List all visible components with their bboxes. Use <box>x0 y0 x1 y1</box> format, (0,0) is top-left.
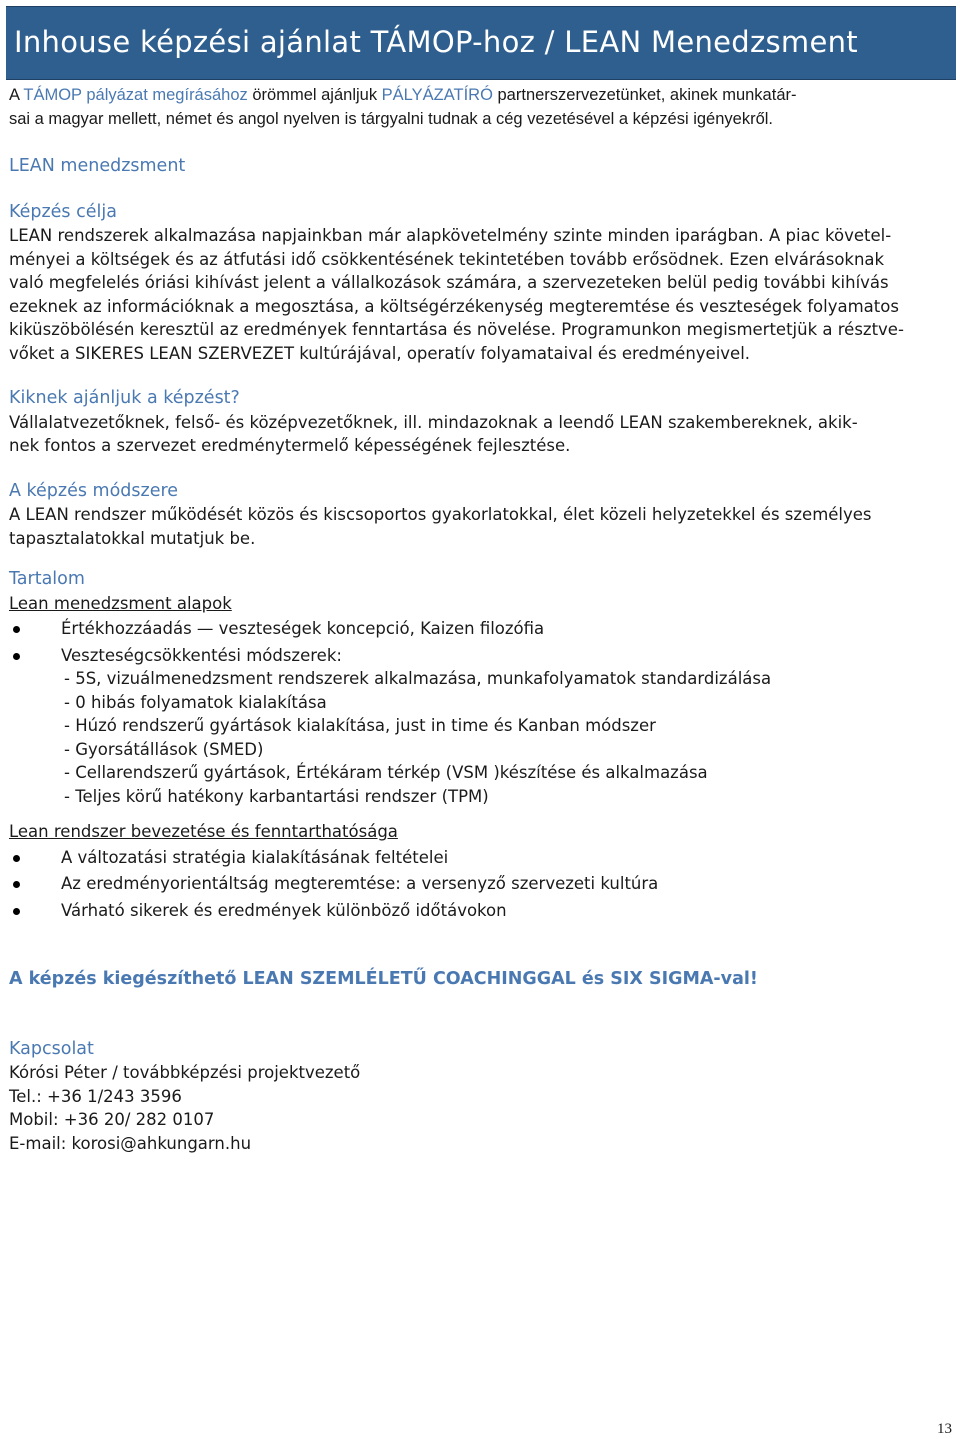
text-line: LEAN rendszerek alkalmazása napjainkban már alapkövetelmény szinte minden iparágban. A piac követel- <box>9 226 892 245</box>
text-line: kiküszöbölésén keresztül az eredmények fenntartása és növelése. Programunkon megismertetjük a résztve- <box>9 320 904 339</box>
sublist-item: - Húzó rendszerű gyártások kialakítása, just in time és Kanban módszer <box>64 716 656 735</box>
tartalom-bullets-2 <box>9 846 951 923</box>
contact-block <box>9 1061 951 1155</box>
bullet-icon <box>13 653 20 660</box>
bullet-icon <box>13 908 20 915</box>
tartalom-sublist <box>9 667 951 808</box>
intro-line1-end: partnerszervezetünket, akinek munkatár- <box>492 86 797 104</box>
contact-email[interactable]: E-mail: korosi@ahkungarn.hu <box>9 1133 252 1153</box>
text-line: vőket a SIKERES LEAN SZERVEZET kultúrájával, operatív folyamataival és eredményeivel. <box>9 343 751 363</box>
tamop-link[interactable]: TÁMOP pályázat megírásához <box>23 86 248 104</box>
sublist-item: - Teljes körű hatékony karbantartási rendszer (TPM) <box>64 786 489 806</box>
coaching-highlight: A képzés kiegészíthető LEAN SZEMLÉLETŰ COACHINGGAL és SIX SIGMA-val! <box>9 969 758 989</box>
document-body <box>9 84 951 1155</box>
tartalom-heading: Tartalom <box>9 569 85 589</box>
contact-mobile: Mobil: +36 20/ 282 0107 <box>9 1110 215 1129</box>
list-item-text: Értékhozzáadás — veszteségek koncepció, Kaizen filozófia <box>61 619 545 638</box>
list-item-text: A változatási stratégia kialakításának feltételei <box>61 847 449 867</box>
kapcsolat-heading: Kapcsolat <box>9 1038 94 1059</box>
text-line: ményei a költségek és az átfutási idő csökkentésének tekintetében tovább erősödnek. Ezen elvárásoknak <box>9 249 885 269</box>
text-line: tapasztalatokkal mutatjuk be. <box>9 528 256 548</box>
intro-line-1 <box>9 84 951 108</box>
tartalom-subtitle-1: Lean menedzsment alapok <box>9 593 232 613</box>
tartalom-subtitle-2: Lean rendszer bevezetése és fenntarthatósága <box>9 822 398 841</box>
list-item <box>9 899 951 923</box>
page-number: 13 <box>937 1421 952 1437</box>
sublist-item: - 5S, vizuálmenedzsment rendszerek alkalmazása, munkafolyamatok standardizálása <box>64 669 772 688</box>
contact-name: Kórósi Péter / továbbképzési projektvezető <box>9 1063 361 1082</box>
list-item <box>9 846 951 870</box>
text-line: ezeknek az információknak a megosztása, a költségérzékenység megteremtése és veszteségek folyamatos <box>9 296 899 316</box>
text-line: Vállalatvezetőknek, felső- és középvezetőknek, ill. mindazoknak a leendő LEAN szakembereknek, akik- <box>9 412 858 432</box>
palyazatiro-link[interactable]: PÁLYÁZATÍRÓ <box>381 86 493 104</box>
title-bar <box>6 6 956 80</box>
list-item-text: Várható sikerek és eredmények különböző időtávokon <box>61 900 507 920</box>
list-item <box>9 617 951 641</box>
kiknek-text <box>9 411 951 458</box>
section-lean-title: LEAN menedzsment <box>9 156 186 176</box>
modszer-text <box>9 503 951 550</box>
kepzes-celja-heading: Képzés célja <box>9 201 117 222</box>
kiknek-heading: Kiknek ajánljuk a képzést? <box>9 388 240 408</box>
modszer-heading: A képzés módszere <box>9 480 179 501</box>
bullet-icon <box>13 881 20 888</box>
list-item <box>9 644 951 668</box>
sublist-item: - 0 hibás folyamatok kialakítása <box>64 692 327 712</box>
intro-middle: örömmel ajánljuk <box>247 86 382 104</box>
list-item-text: Veszteségcsökkentési módszerek: <box>61 645 342 665</box>
list-item <box>9 872 951 896</box>
contact-phone: Tel.: +36 1/243 3596 <box>9 1086 182 1106</box>
text-line: nek fontos a szervezet eredménytermelő képességének fejlesztése. <box>9 436 571 455</box>
intro-paragraph <box>9 84 951 131</box>
bullet-icon <box>13 855 20 862</box>
text-line: való megfelelés óriási kihívást jelent a vállalkozások számára, a szervezeteken belül pedig további kihívás <box>9 273 889 292</box>
bullet-icon <box>13 626 20 633</box>
sublist-item: - Cellarendszerű gyártások, Értékáram térkép (VSM )készítése és alkalmazása <box>64 763 708 782</box>
tartalom-bullets-1 <box>9 617 951 667</box>
list-item-text: Az eredményorientáltság megteremtése: a versenyző szervezeti kultúra <box>61 874 659 893</box>
sublist-item: - Gyorsátállások (SMED) <box>64 739 264 759</box>
text-line: A LEAN rendszer működését közös és kiscsoportos gyakorlatokkal, élet közeli helyzetekkel és személyes <box>9 505 872 524</box>
page-title: Inhouse képzési ajánlat TÁMOP-hoz / LEAN Menedzsment <box>14 25 858 59</box>
intro-line-2: sai a magyar mellett, német és angol nyelven is tárgyalni tudnak a cég vezetésével a képzési igényekről. <box>9 109 773 128</box>
intro-prefix: A <box>9 86 24 104</box>
kepzes-celja-text <box>9 224 951 365</box>
